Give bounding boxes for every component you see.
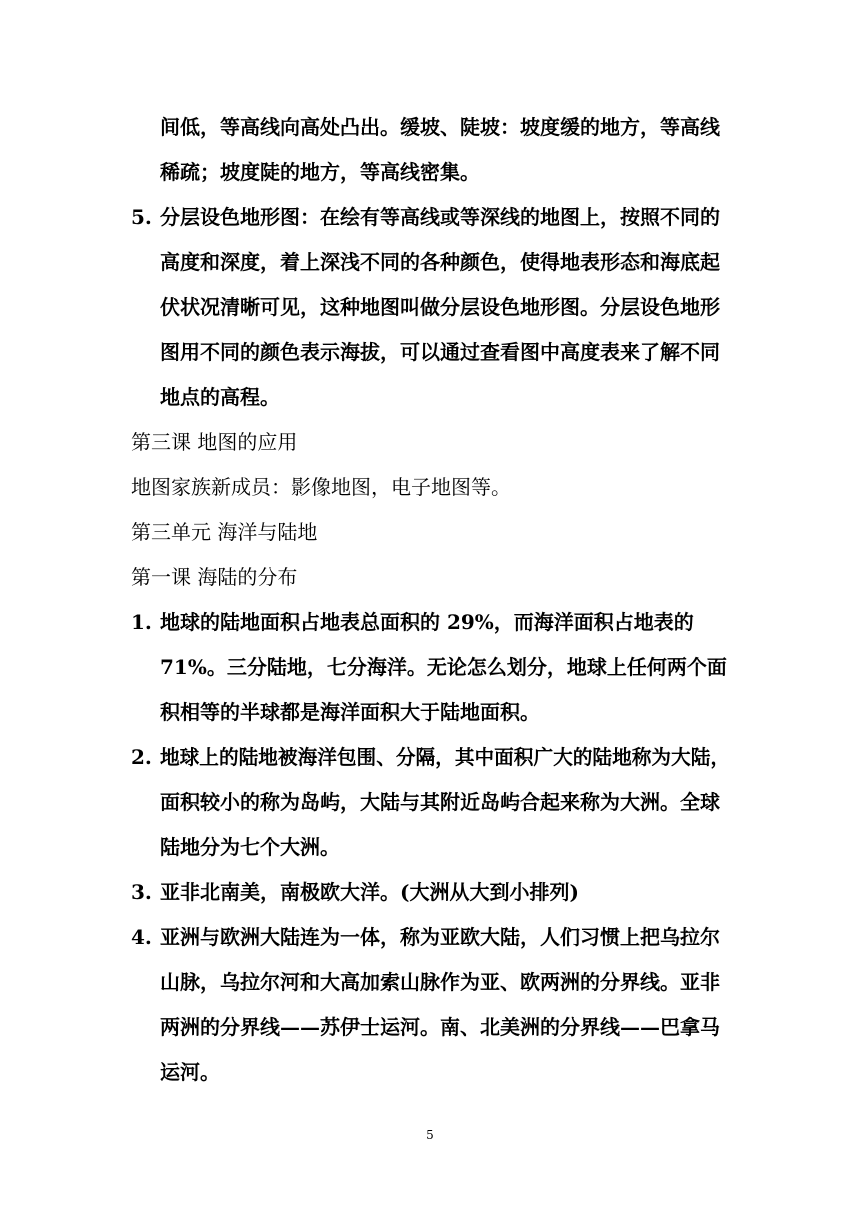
text-line: 地球的陆地面积占地表总面积的 29%，而海洋面积占地表的 [160, 610, 694, 634]
text-line: 71%。三分陆地，七分海洋。无论怎么划分，地球上任何两个面 [160, 655, 727, 679]
text-line: 图用不同的颜色表示海拔，可以通过查看图中高度表来了解不同 [160, 340, 720, 364]
text-line: 陆地分为七个大洲。 [160, 835, 340, 859]
text-line: 稀疏；坡度陡的地方，等高线密集。 [160, 160, 480, 184]
text-line: 间低，等高线向高处凸出。缓坡、陡坡：坡度缓的地方，等高线 [160, 115, 720, 139]
text-line: 积相等的半球都是海洋面积大于陆地面积。 [160, 700, 540, 724]
text-line: 地球上的陆地被海洋包围、分隔，其中面积广大的陆地称为大陆， [160, 745, 731, 769]
text-line: 亚非北南美，南极欧大洋。(大洲从大到小排列) [160, 880, 579, 904]
list-number: 3. [131, 880, 152, 904]
page-number: 5 [426, 1128, 434, 1142]
text-line: 伏状况清晰可见，这种地图叫做分层设色地形图。分层设色地形 [160, 295, 720, 319]
text-line: 亚洲与欧洲大陆连为一体，称为亚欧大陆，人们习惯上把乌拉尔 [160, 925, 720, 949]
text-line: 地点的高程。 [160, 385, 280, 409]
lesson-heading: 第一课 海陆的分布 [131, 565, 298, 589]
unit-heading: 第三单元 海洋与陆地 [131, 520, 318, 544]
lesson-heading: 第三课 地图的应用 [131, 430, 298, 454]
list-number: 5. [131, 205, 152, 229]
text-line: 运河。 [160, 1060, 220, 1084]
text-line: 高度和深度，着上深浅不同的各种颜色，使得地表形态和海底起 [160, 250, 720, 274]
text-line: 两洲的分界线——苏伊士运河。南、北美洲的分界线——巴拿马 [160, 1015, 720, 1039]
list-number: 2. [131, 745, 152, 769]
text-line: 面积较小的称为岛屿，大陆与其附近岛屿合起来称为大洲。全球 [160, 790, 720, 814]
list-number: 4. [131, 925, 152, 949]
text-line: 分层设色地形图：在绘有等高线或等深线的地图上，按照不同的 [160, 205, 720, 229]
list-number: 1. [131, 610, 152, 634]
text-line: 山脉，乌拉尔河和大高加索山脉作为亚、欧两洲的分界线。亚非 [160, 970, 720, 994]
text-line: 地图家族新成员：影像地图，电子地图等。 [131, 475, 511, 499]
